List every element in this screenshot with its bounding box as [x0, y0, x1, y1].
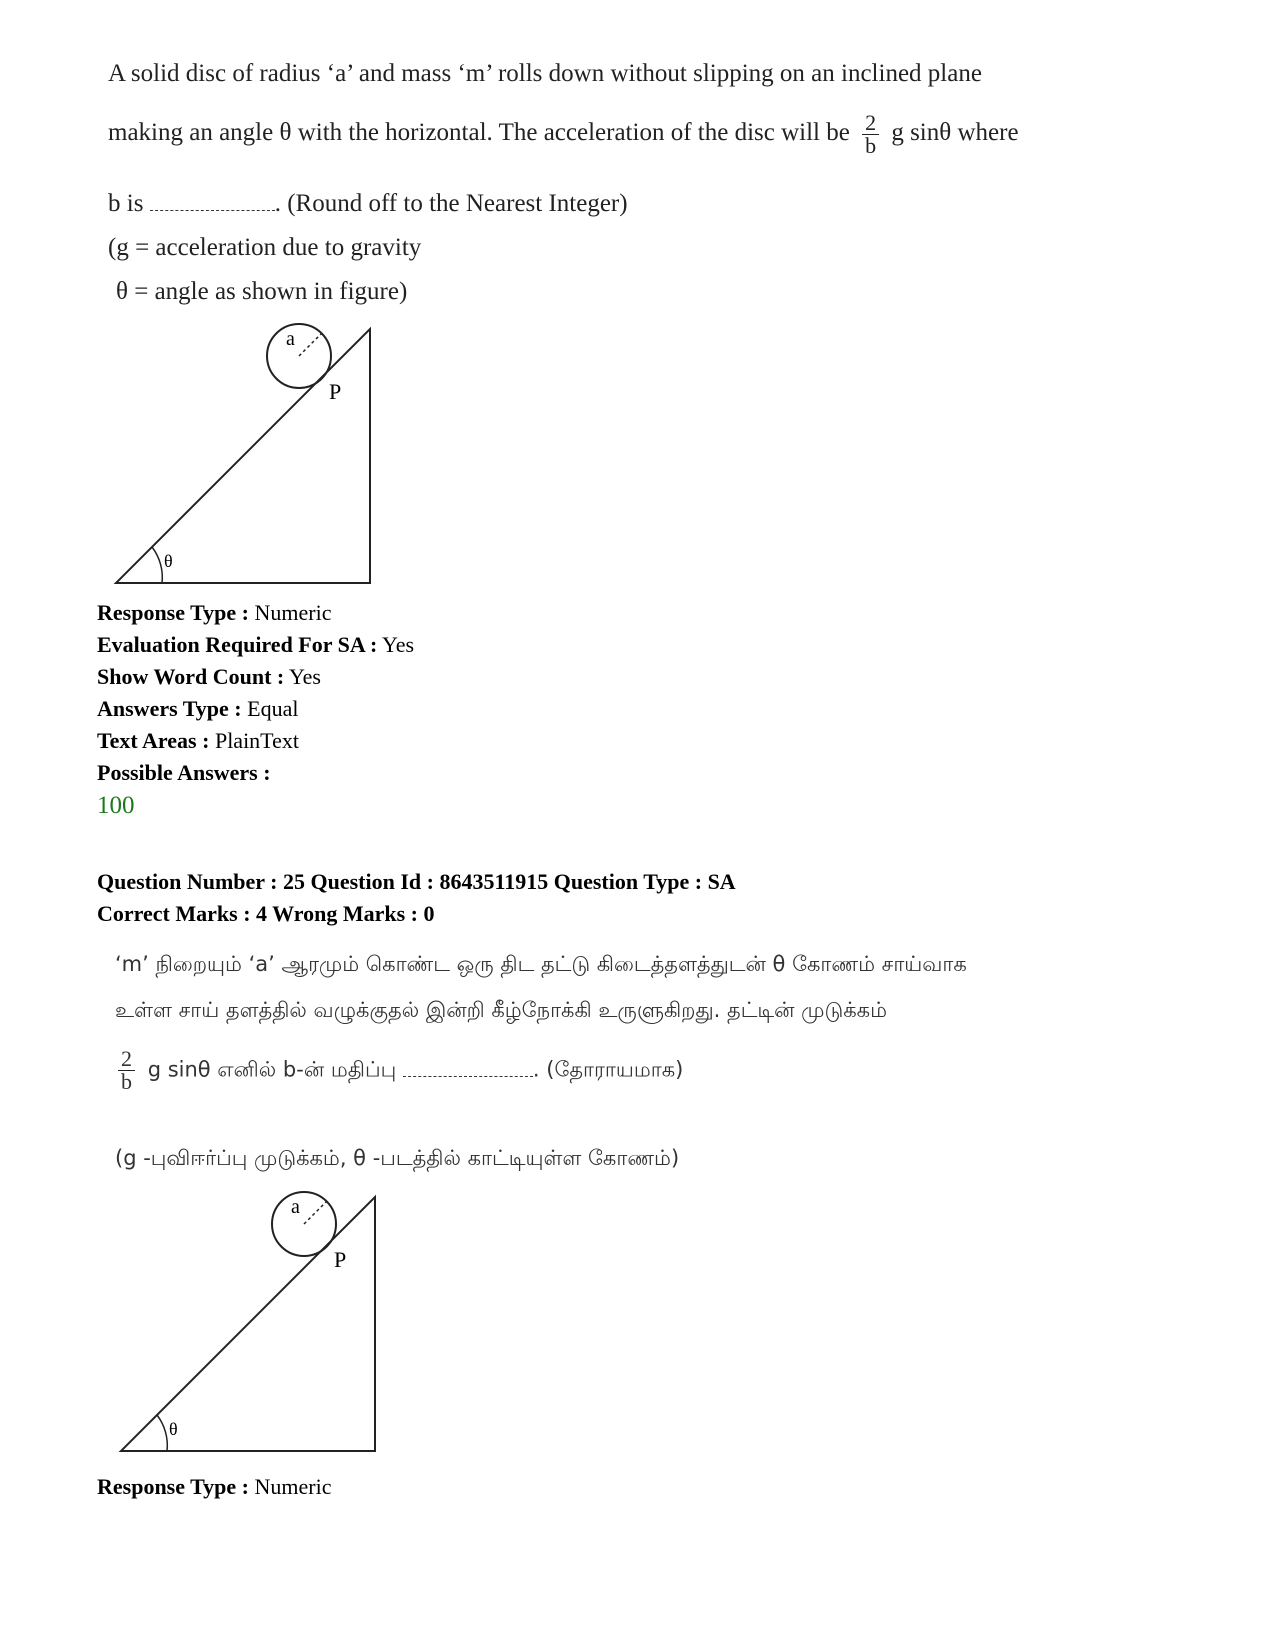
q25-fraction-numerator: 2	[118, 1048, 135, 1071]
q25-response-type-row	[97, 1472, 331, 1502]
q25-answer-blank	[403, 1056, 533, 1077]
point-label: P	[334, 1247, 347, 1272]
q25-line-3-mid: g sinθ எனில் b-ன் மதிப்பு	[147, 1057, 397, 1082]
answers-type-row	[97, 694, 298, 724]
angle-arc	[157, 1415, 167, 1451]
text-areas-label: Text Areas :	[97, 728, 210, 753]
answers-type-label: Answers Type :	[97, 696, 242, 721]
q24-line-4: (g = acceleration due to gravity	[108, 234, 422, 261]
q24-fraction-denominator: b	[865, 133, 877, 158]
answers-type-value: Equal	[247, 696, 299, 721]
q24-line-2-post: g sinθ where	[891, 119, 1019, 147]
q25-header-line-1: Question Number : 25 Question Id : 8643511915 Question Type : SA	[97, 869, 736, 894]
angle-arc	[152, 547, 162, 583]
q25-line-3	[112, 1048, 683, 1093]
q25-fraction	[118, 1048, 135, 1093]
q25-incline-figure	[105, 1183, 395, 1463]
q24-fraction	[862, 112, 879, 157]
q25-line-2: உள்ள சாய் தளத்தில் வழுக்குதல் இன்றி கீழ்நோக்கி உருளுகிறது. தட்டின் முடுக்கம்	[115, 998, 887, 1022]
radius-line	[304, 1201, 327, 1224]
q25-line-3-post: . (தோராயமாக)	[532, 1057, 684, 1082]
q24-line-5: θ = angle as shown in figure)	[116, 278, 408, 305]
q25-line-4: (g -புவிஈர்ப்பு முடுக்கம், θ -படத்தில் காட்டியுள்ள கோணம்)	[115, 1146, 680, 1170]
possible-answer-value: 100	[97, 792, 135, 819]
q25-header-line-2: Correct Marks : 4 Wrong Marks : 0	[97, 901, 435, 926]
q25-line-1: ‘m’ நிறையும் ‘a’ ஆரமும் கொண்ட ஒரு திட தட்டு கிடைத்தளத்துடன் θ கோணம் சாய்வாக	[115, 952, 967, 976]
text-areas-value: PlainText	[214, 728, 299, 753]
word-count-label: Show Word Count :	[97, 664, 285, 689]
evaluation-row	[97, 630, 414, 660]
radius-line	[299, 333, 322, 356]
text-areas-row	[97, 726, 299, 756]
radius-label: a	[291, 1196, 300, 1218]
incline-triangle	[121, 1197, 375, 1451]
possible-answers-row	[97, 758, 271, 788]
response-type-label: Response Type :	[97, 600, 249, 625]
word-count-value: Yes	[288, 664, 321, 689]
response-type-row	[97, 598, 331, 628]
q25-fraction-denominator: b	[121, 1069, 132, 1094]
word-count-row	[97, 662, 321, 692]
q24-line-2	[108, 112, 1019, 157]
incline-triangle	[116, 329, 370, 583]
angle-label: θ	[164, 551, 173, 571]
radius-label: a	[286, 328, 295, 350]
q24-answer-blank	[150, 190, 275, 211]
q24-line-3-pre: b is	[108, 190, 144, 217]
evaluation-label: Evaluation Required For SA :	[97, 632, 378, 657]
q25-response-type-value: Numeric	[254, 1474, 332, 1499]
q24-fraction-numerator: 2	[862, 112, 879, 135]
response-type-value: Numeric	[254, 600, 332, 625]
q24-incline-figure	[100, 315, 390, 595]
evaluation-value: Yes	[382, 632, 415, 657]
possible-answers-label: Possible Answers :	[97, 760, 271, 785]
q24-line-2-pre: making an angle θ with the horizontal. The acceleration of the disc will be	[108, 119, 850, 147]
q24-line-3	[108, 188, 628, 220]
angle-label: θ	[169, 1419, 178, 1439]
q24-line-3-post: . (Round off to the Nearest Integer)	[274, 190, 628, 217]
q25-response-type-label: Response Type :	[97, 1474, 249, 1499]
point-label: P	[329, 379, 342, 404]
q24-line-1: A solid disc of radius ‘a’ and mass ‘m’ rolls down without slipping on an inclined plane	[108, 60, 982, 87]
